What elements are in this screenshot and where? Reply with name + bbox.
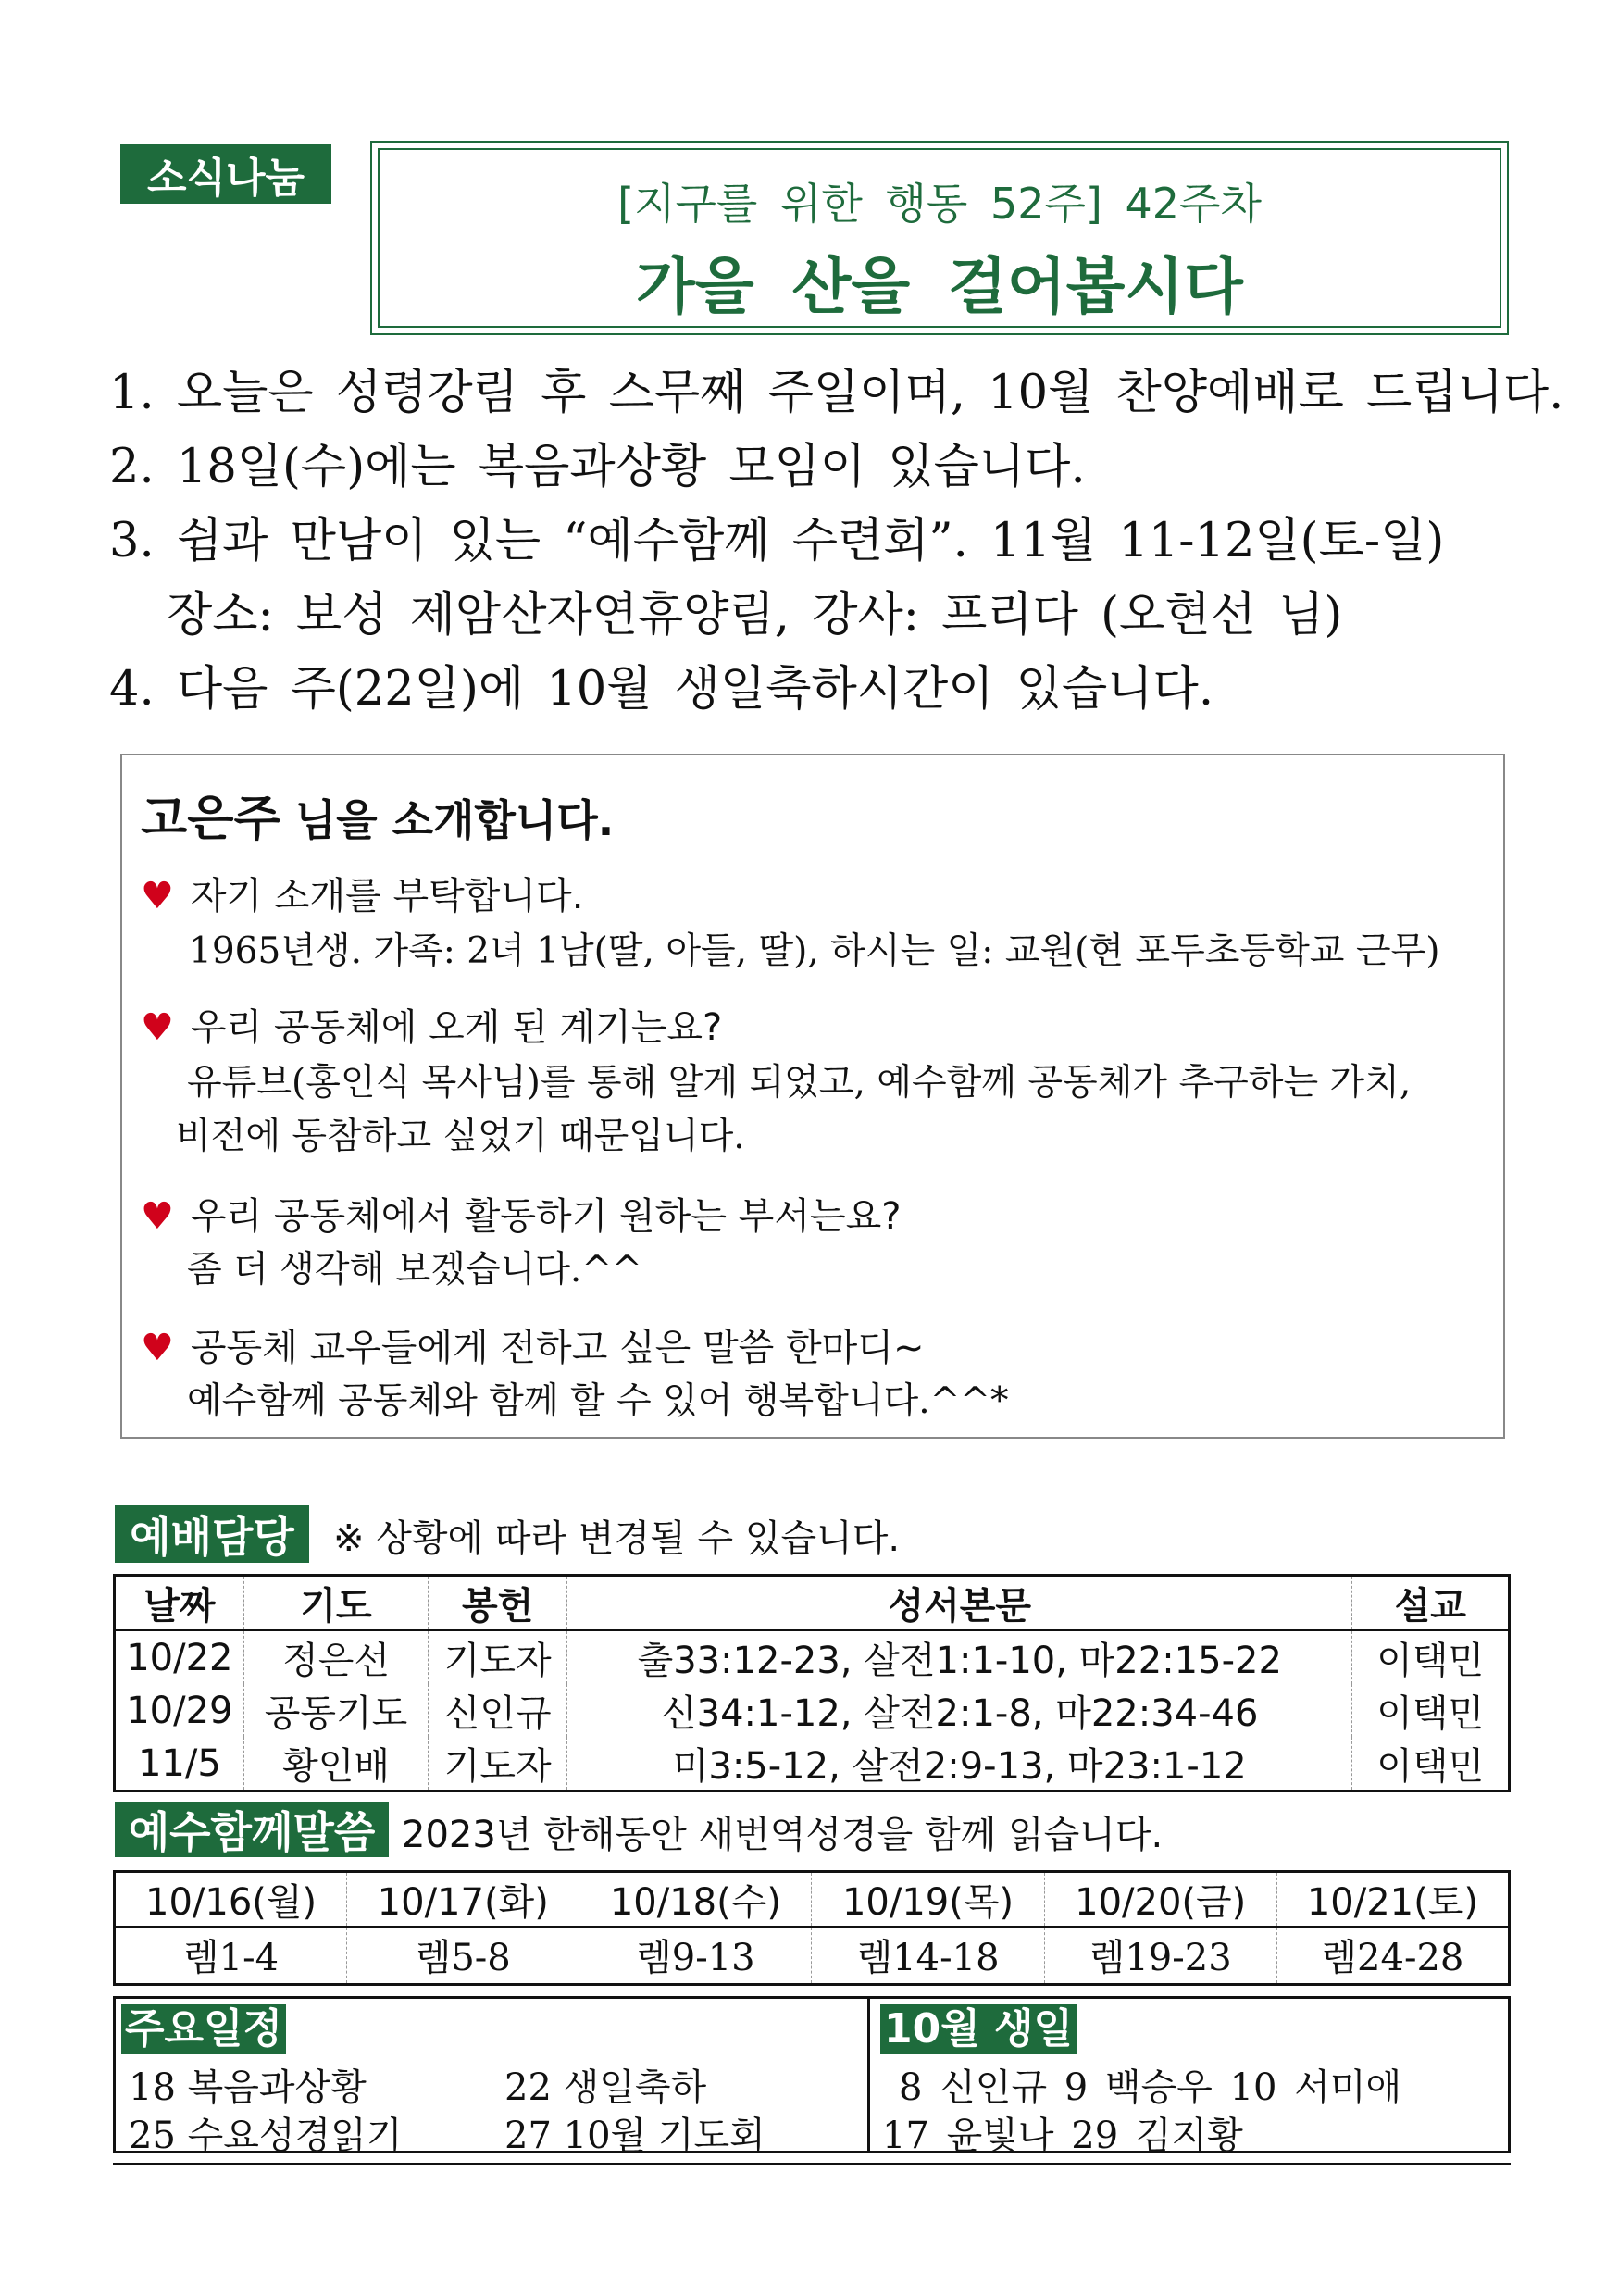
schedule-item: 18 복음과상황 <box>129 2066 367 2109</box>
heart-icon: ♥ <box>141 1006 174 1049</box>
heart-icon: ♥ <box>141 875 174 917</box>
reading-ref: 렘1-4 <box>183 1937 280 1980</box>
notice-4: 4. 다음 주(22일)에 10월 생일축하시간이 있습니다. <box>109 662 1214 717</box>
worship-table-header <box>115 1576 1510 1631</box>
reading-day: 10/20(금) <box>1044 1872 1276 1928</box>
worship-table <box>113 1574 1511 1792</box>
table-row <box>115 1737 1510 1791</box>
title-main: 가을 산을 걸어봅시다 <box>636 251 1243 322</box>
news-section-tag: 소식나눔 <box>120 144 331 204</box>
question-text: 우리 공동체에서 활동하기 원하는 부서는요? <box>190 1195 902 1238</box>
reading-day: 10/18(수) <box>579 1872 812 1928</box>
intro-answer-1: 1965년생. 가족: 2녀 1남(딸, 아들, 딸), 하시는 일: 교원(현 포두초등학교 근무) <box>189 930 1440 972</box>
cell-date: 10/29 <box>126 1689 233 1732</box>
cell-prayer: 정은선 <box>243 1630 429 1684</box>
intro-question-2 <box>141 998 722 1051</box>
cell-prayer: 황인배 <box>243 1737 429 1791</box>
reading-days-row <box>115 1872 1510 1928</box>
notice-3-location: 장소: 보성 제암산자연휴양림, 강사: 프리다 (오현선 님) <box>167 588 1343 643</box>
cell-scripture: 미3:5-12, 살전2:9-13, 마23:1-12 <box>567 1737 1352 1791</box>
cell-sermon: 이택민 <box>1352 1684 1510 1737</box>
cell-scripture: 출33:12-23, 살전1:1-10, 마22:15-22 <box>567 1630 1352 1684</box>
col-scripture: 성서본문 <box>567 1576 1352 1631</box>
intro-question-4 <box>141 1318 924 1371</box>
schedule-item: 22 생일축하 <box>504 2066 707 2109</box>
reading-ref: 렘9-13 <box>579 1927 812 1984</box>
cell-offering: 기도자 <box>429 1630 567 1684</box>
question-text: 우리 공동체에 오게 된 계기는요? <box>190 1006 723 1049</box>
cell-sermon: 이택민 <box>1352 1630 1510 1684</box>
reading-refs-row <box>115 1927 1510 1984</box>
notice-1: 1. 오늘은 성령강림 후 스무째 주일이며, 10월 찬양예배로 드립니다. <box>109 366 1564 420</box>
birthday-tag: 10월 생일 <box>880 2004 1077 2054</box>
reading-day: 10/17(화) <box>347 1872 579 1928</box>
schedule-item: 27 10월 기도회 <box>504 2115 765 2157</box>
intro-question-3 <box>141 1187 901 1240</box>
cell-sermon: 이택민 <box>1352 1737 1510 1791</box>
schedule-tag: 주요일정 <box>121 2004 286 2054</box>
member-intro-box <box>120 754 1505 1439</box>
col-date: 날짜 <box>115 1576 244 1631</box>
birthday-line: 8 신인규 9 백승우 10 서미애 <box>899 2066 1402 2109</box>
reading-ref: 렘5-8 <box>347 1927 579 1984</box>
word-note: 2023년 한해동안 새번역성경을 함께 읽습니다. <box>402 1814 1164 1856</box>
schedule-birthday-box <box>113 1996 1511 2157</box>
intro-answer-2-line-2: 비전에 동참하고 싶었기 때문입니다. <box>176 1116 745 1157</box>
reading-table <box>113 1870 1511 1986</box>
intro-question-1 <box>141 867 583 919</box>
worship-note: ※ 상황에 따라 변경될 수 있습니다. <box>333 1517 901 1560</box>
cell-date: 10/22 <box>126 1636 233 1679</box>
heart-icon: ♥ <box>141 1195 174 1238</box>
col-sermon: 설교 <box>1352 1576 1510 1631</box>
schedule-item: 25 수요성경읽기 <box>129 2115 403 2157</box>
cell-offering: 기도자 <box>429 1737 567 1791</box>
intro-member-name: 고은주 <box>141 792 280 847</box>
cell-date: 11/5 <box>137 1741 221 1785</box>
col-offering: 봉헌 <box>429 1576 567 1631</box>
title-subtitle: [지구를 위한 행동 52주] 42주차 <box>617 179 1262 229</box>
reading-ref: 렘24-28 <box>1276 1927 1509 1984</box>
intro-answer-3: 좀 더 생각해 보겠습니다.^^ <box>187 1249 642 1291</box>
bottom-rule <box>113 2163 1511 2165</box>
worship-section-tag: 예배담당 <box>115 1505 309 1563</box>
cell-scripture: 신34:1-12, 살전2:1-8, 마22:34-46 <box>567 1684 1352 1737</box>
heart-icon: ♥ <box>141 1327 174 1369</box>
intro-answer-2-line-1: 유튜브(홍인식 목사님)를 통해 알게 되었고, 예수함께 공동체가 추구하는 가치, <box>187 1062 1412 1104</box>
question-text: 공동체 교우들에게 전하고 싶은 말씀 한마디~ <box>190 1327 925 1369</box>
notice-3: 3. 쉼과 만남이 있는 “예수함께 수련회”. 11월 11-12일(토-일) <box>109 514 1445 568</box>
table-row <box>115 1630 1510 1684</box>
intro-answer-4: 예수함께 공동체와 함께 할 수 있어 행복합니다.^^* <box>187 1380 1009 1422</box>
cell-offering: 신인규 <box>429 1684 567 1737</box>
notice-2: 2. 18일(수)에는 복음과상황 모임이 있습니다. <box>109 440 1086 494</box>
reading-day: 10/19(목) <box>812 1872 1044 1928</box>
intro-heading-text: 님을 소개합니다. <box>294 795 615 845</box>
birthday-line: 17 윤빛나 29 김지황 <box>882 2115 1243 2157</box>
schedule-divider <box>867 1999 870 2151</box>
reading-ref: 렘14-18 <box>812 1927 1044 1984</box>
reading-day: 10/16(월) <box>115 1872 347 1928</box>
intro-heading <box>141 780 614 849</box>
reading-ref: 렘19-23 <box>1044 1927 1276 1984</box>
word-section-tag: 예수함께말씀 <box>115 1802 389 1857</box>
title-box <box>370 141 1509 335</box>
table-row <box>115 1684 1510 1737</box>
reading-day: 10/21(토) <box>1276 1872 1509 1928</box>
cell-prayer: 공동기도 <box>243 1684 429 1737</box>
question-text: 자기 소개를 부탁합니다. <box>190 875 584 917</box>
col-prayer: 기도 <box>243 1576 429 1631</box>
